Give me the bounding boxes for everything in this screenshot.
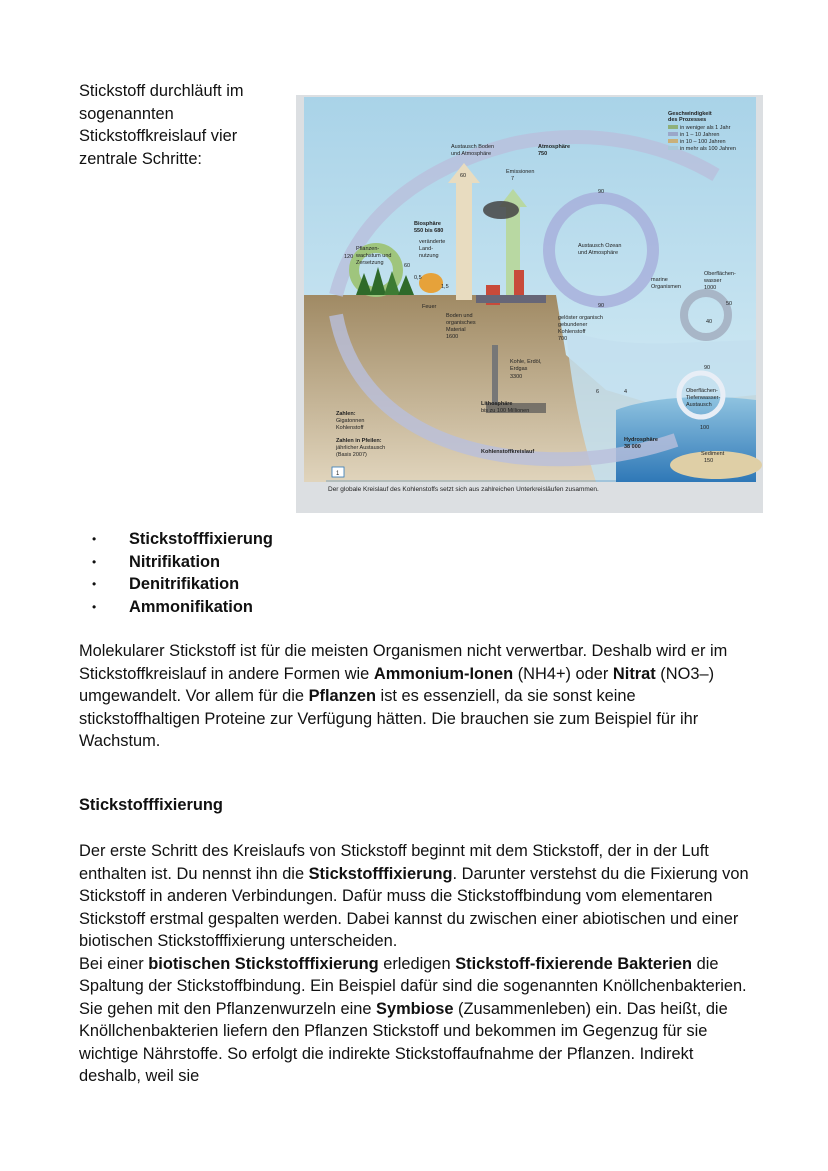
- value-flow: 40: [706, 319, 713, 325]
- text-run: ist es essenziell, da sie sonst keine stickstoffhaltigen Proteine zur Verfügung hätten. Die brauchen sie zum Beispiel für ihr Wachstum.: [79, 687, 699, 750]
- text-run: . Darunter verstehst du die Fixierung von Stickstoff in anderen Verbindungen. Dafür muss die Stickstoffbindung vom elementaren Stickstoff erstmal gespalten werden. Dabei kannst du zwischen einer abiotischen und einer biotischen Stickstofffixierung unterscheiden.: [79, 864, 749, 950]
- label-emissionen: Emissionen: [506, 169, 535, 175]
- value-flow: 90: [598, 303, 605, 309]
- value-biosphaere: 550 bis 680: [414, 228, 444, 234]
- legend-item: in weniger als 1 Jahr: [680, 125, 731, 131]
- legend-item: in 10 – 100 Jahren: [680, 139, 726, 145]
- value-oberflaechenwasser: 1000: [704, 285, 717, 291]
- bold-term: Symbiose: [376, 999, 454, 1018]
- list-item: • Ammonifikation: [92, 596, 273, 619]
- label-boden: organisches: [446, 320, 476, 326]
- label-kohle: Kohle, Erdöl,: [510, 359, 542, 365]
- label-boden: Material: [446, 327, 466, 333]
- label-austausch-boden: Austausch Boden: [451, 144, 495, 150]
- label-marine: marine: [651, 277, 668, 283]
- value-flow: 60: [404, 263, 411, 269]
- text-run: Bei einer: [79, 954, 149, 973]
- text-run: (Zusammenleben) ein. Das heißt, die Knöllchenbakterien liefern den Pflanzen Stickstoff und bekommen im Gegenzug für sie wichtige Nährstoffe. So erfolgt die indirekte Stickstoffaufnahme der Pflanzen. Indirekt deshalb, weil sie: [79, 999, 728, 1085]
- value-kohle: 3300: [510, 374, 523, 380]
- value-flow: 90: [704, 365, 711, 371]
- bold-term: biotischen Stickstofffixierung: [148, 954, 379, 973]
- value-flow: 4: [624, 389, 628, 395]
- label-hydrosphaere: Hydrosphäre: [624, 437, 658, 443]
- list-item: • Stickstofffixierung: [92, 528, 273, 551]
- intro-text: [79, 80, 279, 170]
- value-flow: 0,5: [414, 275, 422, 281]
- bold-term: Pflanzen: [308, 687, 376, 705]
- intro-line: Stickstoff durchläuft im: [79, 82, 244, 100]
- bold-term: Nitrat: [612, 664, 656, 683]
- list-item: • Denitrifikation: [92, 573, 273, 596]
- label-pflanzen: wachstum und: [356, 253, 392, 259]
- label-oberflaechenwasser: wasser: [704, 278, 722, 284]
- label-zahlen: Kohlenstoff: [336, 425, 364, 431]
- value-emissionen: 7: [511, 176, 515, 182]
- label-pfeile: jährlicher Austausch: [336, 445, 386, 451]
- section-heading: Stickstofffixierung: [79, 796, 223, 814]
- label-landnutzung: Land-: [419, 246, 434, 252]
- figure-caption: Der globale Kreislauf des Kohlenstoffs setzt sich aus zahlreichen Unterkreisläufen zusammen.: [328, 486, 599, 493]
- carbon-cycle-figure: [296, 95, 763, 513]
- intro-line: Stickstoffkreislauf vier: [79, 127, 238, 145]
- bold-term: Ammonium-Ionen: [373, 664, 514, 683]
- label-pflanzen: Pflanzen-: [356, 246, 380, 252]
- text-run: erledigen: [378, 954, 456, 973]
- drill-pipe: [492, 345, 498, 405]
- value-flow: 1,5: [441, 284, 449, 290]
- text-run: Der erste Schritt des Kreislaufs von Stickstoff beginnt mit dem Stickstoff, der in der Luft enthalten ist. Du nennst ihn die: [79, 842, 709, 883]
- value-sediment: 150: [704, 458, 714, 464]
- value-flow: 90: [598, 189, 605, 195]
- label-kohle: Erdgas: [510, 366, 528, 372]
- label-zahlen: Zahlen:: [336, 411, 356, 417]
- text-run: (NH4+) oder: [513, 664, 613, 683]
- value-flow: 6: [596, 389, 600, 395]
- label-tiefenwasser: Oberflächen-: [686, 388, 718, 394]
- carbon-cycle-illustration: [296, 95, 763, 513]
- label-landnutzung: nutzung: [419, 253, 439, 259]
- label-geloest: gebundener: [558, 322, 588, 328]
- value-flow: 50: [726, 301, 733, 307]
- label-oberflaechenwasser: Oberflächen-: [704, 271, 736, 277]
- value-geloest: 700: [558, 336, 568, 342]
- emission-arrow-soil: [456, 180, 472, 300]
- label-geloest: Kohlenstoff: [558, 329, 586, 335]
- label-landnutzung: veränderte: [419, 239, 446, 245]
- text-run: die Spaltung der Stickstoffbindung. Ein Beispiel dafür sind die sogenannten Knöllchenbakterien. Sie gehen mit den Pflanzenwurzeln eine: [79, 954, 747, 1018]
- label-lithosphaere: Lithosphäre: [481, 401, 513, 407]
- bold-term: Stickstoff-fixierende Bakterien: [455, 954, 693, 973]
- intro-line: sogenannten: [79, 104, 174, 123]
- list-item: • Nitrifikation: [92, 551, 273, 574]
- label-biosphaere: Biosphäre: [414, 221, 441, 227]
- legend-title: des Prozesses: [668, 117, 707, 123]
- label-atmosphaere: Atmosphäre: [538, 144, 571, 150]
- label-kreislauf: Kohlenstoffkreislauf: [481, 449, 535, 455]
- value-flow: 60: [460, 173, 467, 179]
- value-boden: 1600: [446, 334, 459, 340]
- label-boden: Boden und: [446, 313, 473, 319]
- label-austausch-boden: und Atmosphäre: [451, 151, 492, 157]
- label-tiefenwasser: Austausch: [686, 402, 712, 408]
- legend-item: in 1 – 10 Jahren: [680, 132, 720, 138]
- bold-term: Stickstofffixierung: [308, 864, 453, 883]
- steps-list: [92, 528, 273, 618]
- label-pfeile: (Basis 2007): [336, 452, 367, 458]
- label-pflanzen: Zersetzung: [356, 260, 384, 266]
- fire-icon: [419, 273, 443, 293]
- label-pfeile: Zahlen in Pfeilen:: [336, 438, 382, 444]
- value-lithosphaere: bis zu 100 Millionen: [481, 408, 530, 414]
- label-geloest: gelöster organisch: [558, 315, 603, 321]
- value-hydrosphaere: 38 000: [624, 444, 641, 450]
- paragraph-intro: [79, 640, 759, 753]
- text-run: Molekularer Stickstoff ist für die meisten Organismen nicht verwertbar. Deshalb wird er im Stickstoffkreislauf in andere Formen wie: [79, 642, 728, 683]
- label-zahlen: Gigatonnen: [336, 418, 365, 424]
- label-feuer: Feuer: [422, 304, 437, 310]
- figure-number: 1: [336, 471, 340, 477]
- value-flow: 120: [344, 254, 354, 260]
- label-marine: Organismen: [651, 284, 681, 290]
- intro-line: zentrale Schritte:: [79, 149, 202, 168]
- label-sediment: Sediment: [701, 451, 725, 457]
- factory-building: [476, 295, 546, 303]
- paragraph-fixierung: [79, 840, 759, 1088]
- label-austausch-ozean: und Atmosphäre: [578, 250, 619, 256]
- label-tiefenwasser: Tiefenwasser-: [686, 395, 721, 401]
- legend-item: in mehr als 100 Jahren: [680, 146, 736, 152]
- value-flow: 100: [700, 425, 710, 431]
- value-atmosphaere: 750: [538, 151, 548, 157]
- smoke-cloud: [483, 201, 519, 219]
- text-run: (NO3–) umgewandelt. Vor allem für die: [79, 664, 715, 705]
- label-austausch-ozean: Austausch Ozean: [578, 243, 622, 249]
- legend-title: Geschwindigkeit: [668, 111, 712, 117]
